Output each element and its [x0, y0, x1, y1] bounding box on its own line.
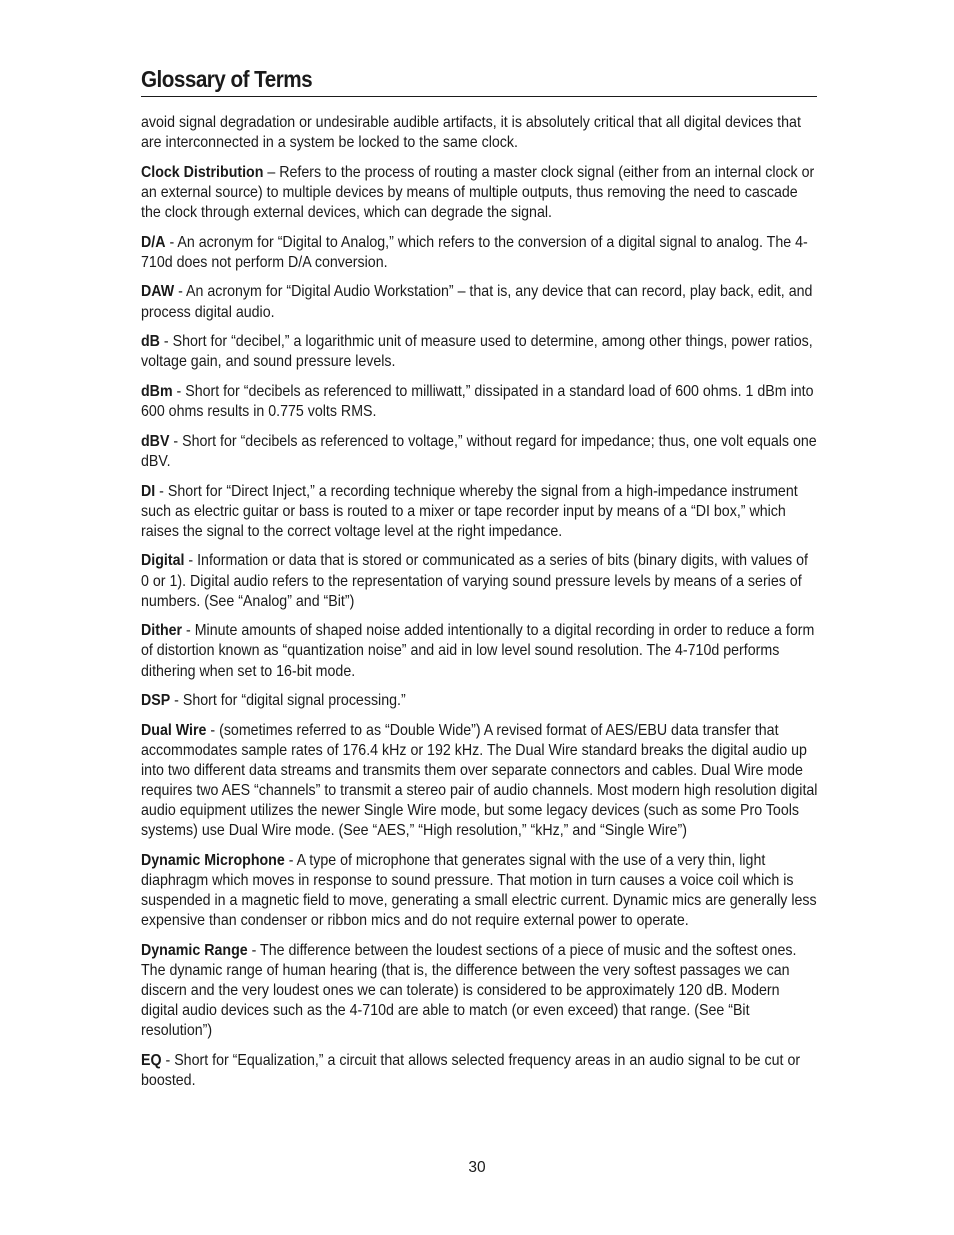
glossary-definition: Short for “decibels as referenced to voltage,” without regard for impedance; thus, one volt equals one dBV.	[141, 432, 817, 470]
glossary-entry-clock-distribution	[141, 163, 818, 223]
glossary-term: dBm	[141, 383, 173, 400]
term-separator: -	[174, 283, 187, 301]
term-separator: -	[159, 333, 173, 351]
glossary-definition: An acronym for “Digital to Analog,” which refers to the conversion of a digital signal to analog. The 4-710d does not perform D/A conversion.	[141, 233, 808, 271]
glossary-entry-dbv	[141, 432, 818, 472]
glossary-entry-dynamic-microphone	[141, 851, 818, 931]
glossary-definition: The difference between the loudest sections of a piece of music and the softest ones. The dynamic range of human hearing (that is, the difference between the very softest passages we can discern and the very loudest ones we can tolerate) is considered to be approximately 120 dB. Modern digital audio devices such as the 4-710d are able to match (or even exceed) that range. (See “Bit resolution”)	[141, 942, 797, 1040]
term-separator: -	[169, 432, 183, 450]
page-number: 30	[468, 1159, 486, 1176]
glossary-definition: Minute amounts of shaped noise added intentionally to a digital recording in order to reduce a form of distortion known as “quantization noise” and aid in low level sound resolution. The 4-710d performs dithering when set to 16-bit mode.	[141, 622, 815, 680]
glossary-term: DAW	[141, 283, 175, 301]
glossary-definition: Short for “digital signal processing.”	[182, 692, 406, 710]
term-separator: -	[247, 942, 261, 959]
glossary-entry-di	[141, 482, 818, 542]
glossary-definition: Short for “decibels as referenced to milliwatt,” dissipated in a standard load of 600 ohms. 1 dBm into 600 ohms results in 0.775 volts RMS.	[141, 383, 814, 421]
term-separator: -	[155, 482, 168, 500]
glossary-entry-db	[141, 332, 818, 372]
glossary-term: DI	[141, 482, 156, 500]
glossary-entry-da	[141, 233, 818, 273]
glossary-term: Dynamic Range	[141, 942, 248, 959]
glossary-term: D/A	[141, 233, 166, 251]
glossary-entry-digital	[141, 551, 818, 611]
glossary-term: Dynamic Microphone	[141, 852, 285, 870]
glossary-term: dB	[141, 333, 160, 351]
term-separator: -	[184, 552, 198, 570]
glossary-term: Dither	[141, 622, 183, 640]
glossary-definition: Information or data that is stored or communicated as a series of bits (binary digits, with values of 0 or 1). Digital audio refers to the representation of varying sound pressure levels by means of a series of numbers. (See “Analog” and “Bit”)	[141, 552, 808, 610]
glossary-term: EQ	[141, 1052, 162, 1070]
page-title: Glossary of Terms	[141, 66, 313, 92]
glossary-term: Digital	[141, 552, 185, 570]
term-separator: -	[165, 233, 178, 251]
glossary-definition: Short for “Direct Inject,” a recording technique whereby the signal from a high-impedance instrument such as electric guitar or bass is routed to a mixer or tape recorder input by means of a “DI box,” which raises the signal to the correct voltage level at the right impedance.	[141, 482, 798, 540]
glossary-definition: Short for “Equalization,” a circuit that allows selected frequency areas in an audio signal to be cut or boosted.	[141, 1052, 801, 1090]
glossary-entry-dbm	[141, 382, 818, 422]
term-separator: -	[172, 383, 186, 400]
term-separator: -	[206, 721, 220, 739]
term-separator: -	[182, 622, 195, 640]
glossary-entry-dither	[141, 621, 818, 681]
glossary-term: Dual Wire	[141, 721, 207, 739]
glossary-entry-eq	[141, 1051, 818, 1091]
glossary-definition: Short for “decibel,” a logarithmic unit of measure used to determine, among other things, power ratios, voltage gain, and sound pressure levels.	[141, 333, 813, 371]
term-separator: -	[170, 692, 183, 710]
glossary-entry-dsp	[141, 691, 818, 711]
intro-paragraph: avoid signal degradation or undesirable audible artifacts, it is absolutely critical that all digital devices that are interconnected in a system be locked to the same clock.	[141, 114, 801, 152]
glossary-definition: An acronym for “Digital Audio Workstation” – that is, any device that can record, play back, edit, and process digital audio.	[141, 283, 813, 321]
glossary-term: dBV	[141, 432, 170, 450]
term-separator: –	[263, 163, 280, 181]
glossary-entry-dual-wire	[141, 721, 818, 842]
glossary-entry-dynamic-range	[141, 941, 818, 1041]
glossary-term: Clock Distribution	[141, 163, 264, 181]
glossary-definition: Refers to the process of routing a master clock signal (either from an internal clock or an external source) to multiple devices by means of multiple outputs, thus removing the need to cascade the clock through external devices, which can degrade the signal.	[141, 163, 815, 221]
term-separator: -	[284, 852, 297, 870]
term-separator: -	[161, 1052, 175, 1070]
glossary-content	[141, 113, 818, 1101]
glossary-entry-daw	[141, 282, 818, 322]
glossary-definition: A type of microphone that generates signal with the use of a very thin, light diaphragm which moves in response to sound pressure. That motion in turn causes a voice coil which is suspended in a magnetic field to move, generating a small electric current. Dynamic mics are generally less expensive than condenser or ribbon mics and do not require external power to operate.	[141, 852, 817, 930]
page-header	[141, 64, 817, 97]
glossary-term: DSP	[141, 692, 171, 710]
glossary-definition: (sometimes referred to as “Double Wide”) A revised format of AES/EBU data transfer that accommodates sample rates of 176.4 kHz or 192 kHz. The Dual Wire standard breaks the digital audio up into two different data streams and transmits them over separate connectors and cables. Dual Wire mode requires two AES “channels” to transmit a stereo pair of audio channels. Most modern high resolution digital audio equipment utilizes the newer Single Wire mode, but some legacy devices (such as some Pro Tools systems) use Dual Wire mode. (See “AES,” “High resolution,” “kHz,” and “Single Wire”)	[141, 721, 818, 840]
